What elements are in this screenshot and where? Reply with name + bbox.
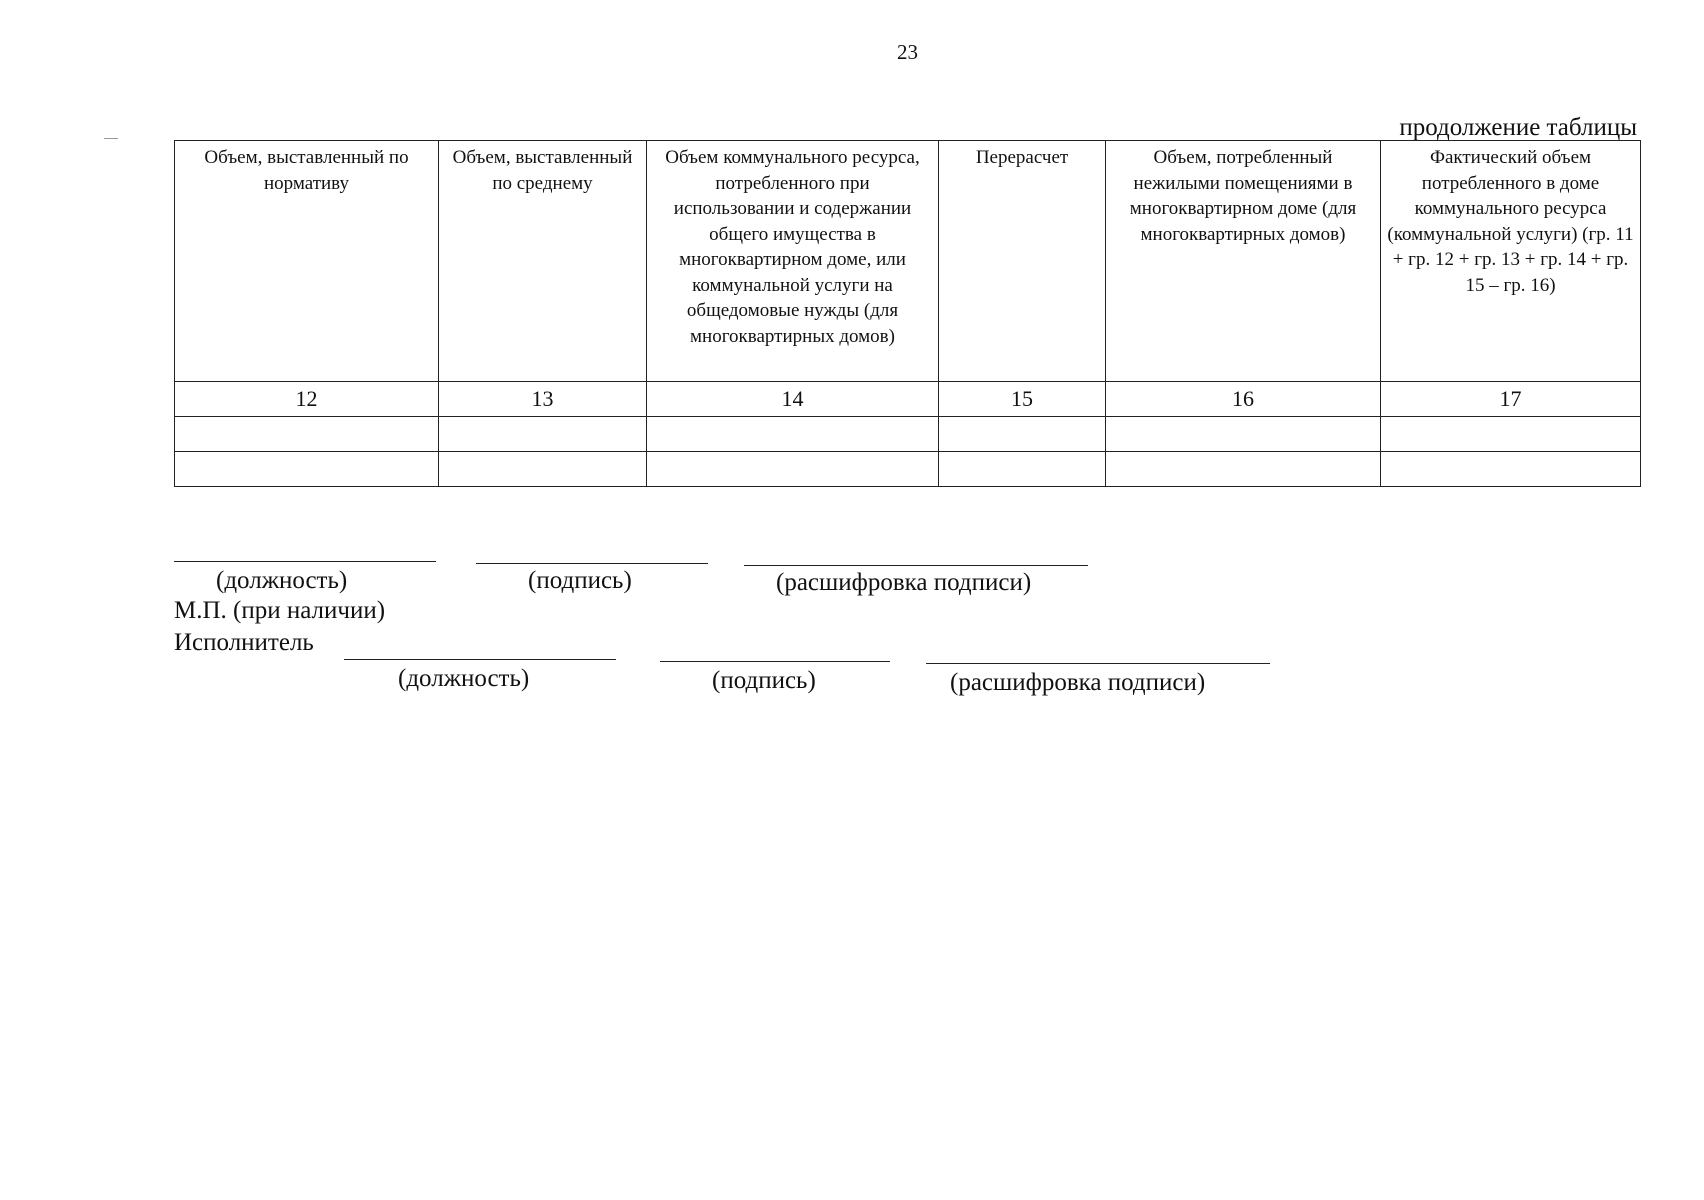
margin-mark (104, 138, 118, 139)
signature-caption: (подпись) (528, 567, 632, 594)
table-cell (439, 417, 647, 452)
table-cell (175, 417, 439, 452)
stamp-text: М.П. (при наличии) (174, 597, 386, 624)
column-number-cell: 16 (1106, 382, 1381, 417)
signature-line (476, 563, 708, 564)
executor-decoding-caption: (расшифровка подписи) (950, 669, 1206, 696)
table-cell (939, 452, 1106, 487)
header-cell: Фактический объем потребленного в доме коммунального ресурса (коммунальной услуги) (гр. 11 + гр. 12 + гр. 13 + гр. 14 + гр. 15 – гр. 16) (1381, 141, 1641, 382)
header-cell: Объем, потребленный нежилыми помещениями в многоквартирном доме (для многоквартирных домов) (1106, 141, 1381, 382)
table-cell (1106, 452, 1381, 487)
executor-signature-caption: (подпись) (712, 667, 816, 694)
table-row (175, 417, 1641, 452)
data-table (174, 140, 1641, 487)
column-number-cell: 12 (175, 382, 439, 417)
executor-position-line (344, 659, 616, 660)
decoding-line (744, 565, 1088, 566)
executor-signature-line (660, 661, 890, 662)
table-cell (1381, 452, 1641, 487)
table-cell (939, 417, 1106, 452)
executor-label: Исполнитель (174, 629, 314, 656)
header-cell: Объем, выставленный по среднему (439, 141, 647, 382)
table-row (175, 452, 1641, 487)
table-cell (439, 452, 647, 487)
table-cell (1106, 417, 1381, 452)
executor-decoding-line (926, 663, 1270, 664)
column-number-row (175, 382, 1641, 417)
table-cell (647, 417, 939, 452)
table-header-row (175, 141, 1641, 382)
header-cell: Перерасчет (939, 141, 1106, 382)
page-number: 23 (897, 40, 918, 64)
executor-position-caption: (должность) (398, 665, 530, 692)
continuation-label: продолжение таблицы (1399, 114, 1637, 141)
column-number-cell: 15 (939, 382, 1106, 417)
position-line (174, 561, 436, 562)
column-number-cell: 17 (1381, 382, 1641, 417)
table-cell (175, 452, 439, 487)
table-cell (1381, 417, 1641, 452)
column-number-cell: 14 (647, 382, 939, 417)
table-cell (647, 452, 939, 487)
position-caption: (должность) (216, 567, 348, 594)
decoding-caption: (расшифровка подписи) (776, 569, 1032, 596)
header-cell: Объем коммунального ресурса, потребленного при использовании и содержании общего имущества в многоквартирном доме, или коммунальной услуги на общедомовые нужды (для многоквартирных домов) (647, 141, 939, 382)
column-number-cell: 13 (439, 382, 647, 417)
header-cell: Объем, выставленный по нормативу (175, 141, 439, 382)
